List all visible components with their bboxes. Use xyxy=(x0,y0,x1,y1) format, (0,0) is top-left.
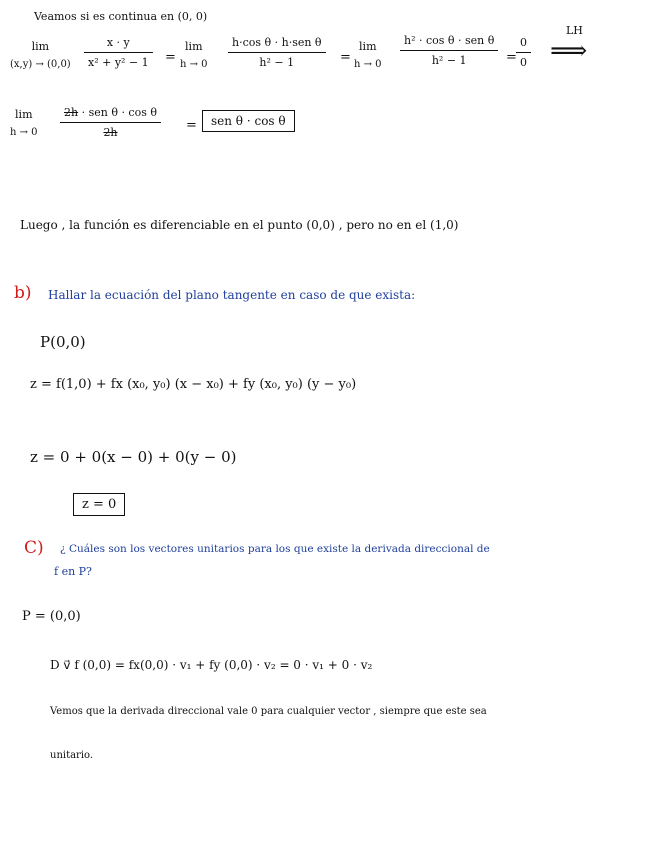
fraction-4-numerator: 0 xyxy=(520,36,527,49)
directional-derivative-formula: D v⃗ f (0,0) = fx(0,0) · v₁ + fy (0,0) · v₂ = 0 · v₁ + 0 · v₂ xyxy=(50,658,373,672)
lhopital-label: LH xyxy=(566,24,583,37)
fraction-1 xyxy=(84,36,153,69)
section-b-letter: b) xyxy=(14,283,32,303)
fraction-5-denominator: 2h xyxy=(103,126,118,139)
fraction-bar xyxy=(84,52,153,53)
lim-subscript: h → 0 xyxy=(180,59,208,70)
limit-operator-1 xyxy=(10,40,71,70)
fraction-5-numerator xyxy=(60,106,161,119)
lim-label: lim xyxy=(185,40,203,53)
lim-subscript: h → 0 xyxy=(354,59,382,70)
limit-operator-2 xyxy=(180,40,208,70)
fraction-bar xyxy=(516,52,531,53)
point-p-c: P = (0,0) xyxy=(22,609,81,624)
fraction-5 xyxy=(60,106,161,139)
section-b-prompt: Hallar la ecuación del plano tangente en caso de que exista: xyxy=(48,288,416,302)
equals-sign: = xyxy=(186,118,197,133)
fraction-bar xyxy=(228,52,326,53)
section-c-letter: C) xyxy=(24,538,44,558)
limit-operator-4 xyxy=(10,108,38,138)
fraction-2-numerator: h·cos θ · h·sen θ xyxy=(232,36,322,49)
fraction-2 xyxy=(228,36,326,69)
lim-label: lim xyxy=(359,40,377,53)
fraction-bar xyxy=(400,50,498,51)
lim-label: lim xyxy=(15,108,33,121)
tangent-plane-substituted: z = 0 + 0(x − 0) + 0(y − 0) xyxy=(30,448,237,466)
fraction-4 xyxy=(516,36,531,69)
fraction-1-numerator: x · y xyxy=(106,36,130,49)
lim-subscript: (x,y) → (0,0) xyxy=(10,59,71,70)
fraction-3-numerator: h² · cos θ · sen θ xyxy=(404,34,495,47)
section-c-prompt-line-1: ¿ Cuáles son los vectores unitarios para los que existe la derivada direccional de xyxy=(60,543,490,555)
numerator-rest: · sen θ · cos θ xyxy=(81,106,157,119)
lim-label: lim xyxy=(31,40,50,53)
fraction-2-denominator: h² − 1 xyxy=(259,56,295,69)
conclusion-text: Luego , la función es diferenciable en el punto (0,0) , pero no en el (1,0) xyxy=(20,218,459,232)
section-c-prompt-line-2: f en P? xyxy=(54,565,92,578)
equals-sign: = xyxy=(340,50,351,65)
lim-subscript: h → 0 xyxy=(10,127,38,138)
point-p-b: P(0,0) xyxy=(40,333,86,351)
boxed-result-b: z = 0 xyxy=(73,493,125,516)
implies-arrow: ⟹ xyxy=(550,36,588,66)
tangent-plane-formula: z = f(1,0) + fx (x₀, y₀) (x − x₀) + fy (x₀, y₀) (y − y₀) xyxy=(30,377,357,392)
cancelled-term: 2h xyxy=(64,106,79,119)
note-line-2: unitario. xyxy=(50,750,94,761)
fraction-4-denominator: 0 xyxy=(520,56,527,69)
note-line-1: Vemos que la derivada direccional vale 0 para cualquier vector , siempre que este sea xyxy=(50,706,487,717)
intro-text: Veamos si es continua en (0, 0) xyxy=(34,10,208,23)
fraction-3 xyxy=(400,34,498,67)
fraction-bar xyxy=(60,122,161,123)
fraction-3-denominator: h² − 1 xyxy=(431,54,467,67)
equals-sign: = xyxy=(506,50,517,65)
equals-sign: = xyxy=(165,50,176,65)
boxed-result-a: sen θ · cos θ xyxy=(202,110,295,132)
limit-operator-3 xyxy=(354,40,382,70)
fraction-1-denominator: x² + y² − 1 xyxy=(88,56,149,69)
